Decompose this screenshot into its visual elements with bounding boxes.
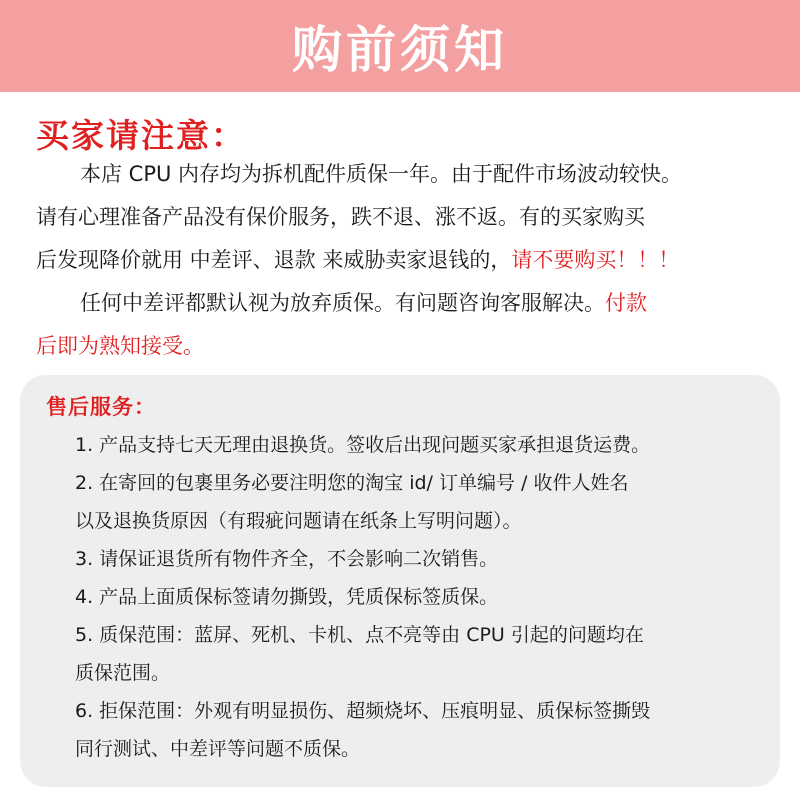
notice-line-1: [80, 159, 682, 189]
after-sales-title: 售后服务：: [46, 395, 156, 419]
service-item-3: 3. 请保证退货所有物件齐全，不会影响二次销售。: [75, 548, 499, 570]
page-title: 购前须知: [292, 21, 508, 79]
notice-section: [0, 92, 800, 372]
service-item-1: 1. 产品支持七天无理由退换货。签收后出现问题买家承担退货运费。: [75, 434, 651, 456]
service-item-6: 6. 拒保范围：外观有明显损伤、超频烧坏、压痕明显、质保标签撕毁: [75, 700, 651, 722]
header-banner: [0, 0, 800, 92]
notice-line-3-text: 后发现降价就用 中差评、退款 来威胁卖家退钱的，: [36, 248, 512, 272]
notice-line-5-warning: 后即为熟知接受。: [36, 334, 204, 358]
service-item-5: 5. 质保范围：蓝屏、死机、卡机、点不亮等由 CPU 引起的问题均在: [75, 624, 644, 646]
after-sales-panel: [20, 375, 780, 787]
service-item-2: 2. 在寄回的包裹里务必要注明您的淘宝 id/ 订单编号 / 收件人姓名: [75, 472, 629, 494]
service-item-6-cont: 同行测试、中差评等问题不质保。: [75, 738, 361, 760]
notice-line-3: [36, 245, 679, 275]
notice-line-2: [36, 202, 645, 232]
notice-line-2-text: 请有心理准备产品没有保价服务，跌不退、涨不返。有的买家购买: [36, 205, 645, 229]
notice-line-5: [36, 331, 204, 361]
notice-line-3-warning: 请不要购买！！！: [511, 248, 680, 272]
notice-line-4: [80, 288, 647, 318]
service-item-4: 4. 产品上面质保标签请勿撕毁，凭质保标签质保。: [75, 586, 499, 608]
service-item-5-cont: 质保范围。: [75, 662, 171, 684]
notice-line-1-text: 本店 CPU 内存均为拆机配件质保一年。由于配件市场波动较快。: [80, 162, 683, 186]
service-item-2-cont: 以及退换货原因（有瑕疵问题请在纸条上写明问题）。: [75, 510, 522, 532]
notice-title: 买家请注意：: [36, 116, 246, 155]
notice-line-4-warning: 付款: [605, 291, 647, 315]
notice-line-4-text: 任何中差评都默认视为放弃质保。有问题咨询客服解决。: [80, 291, 605, 315]
